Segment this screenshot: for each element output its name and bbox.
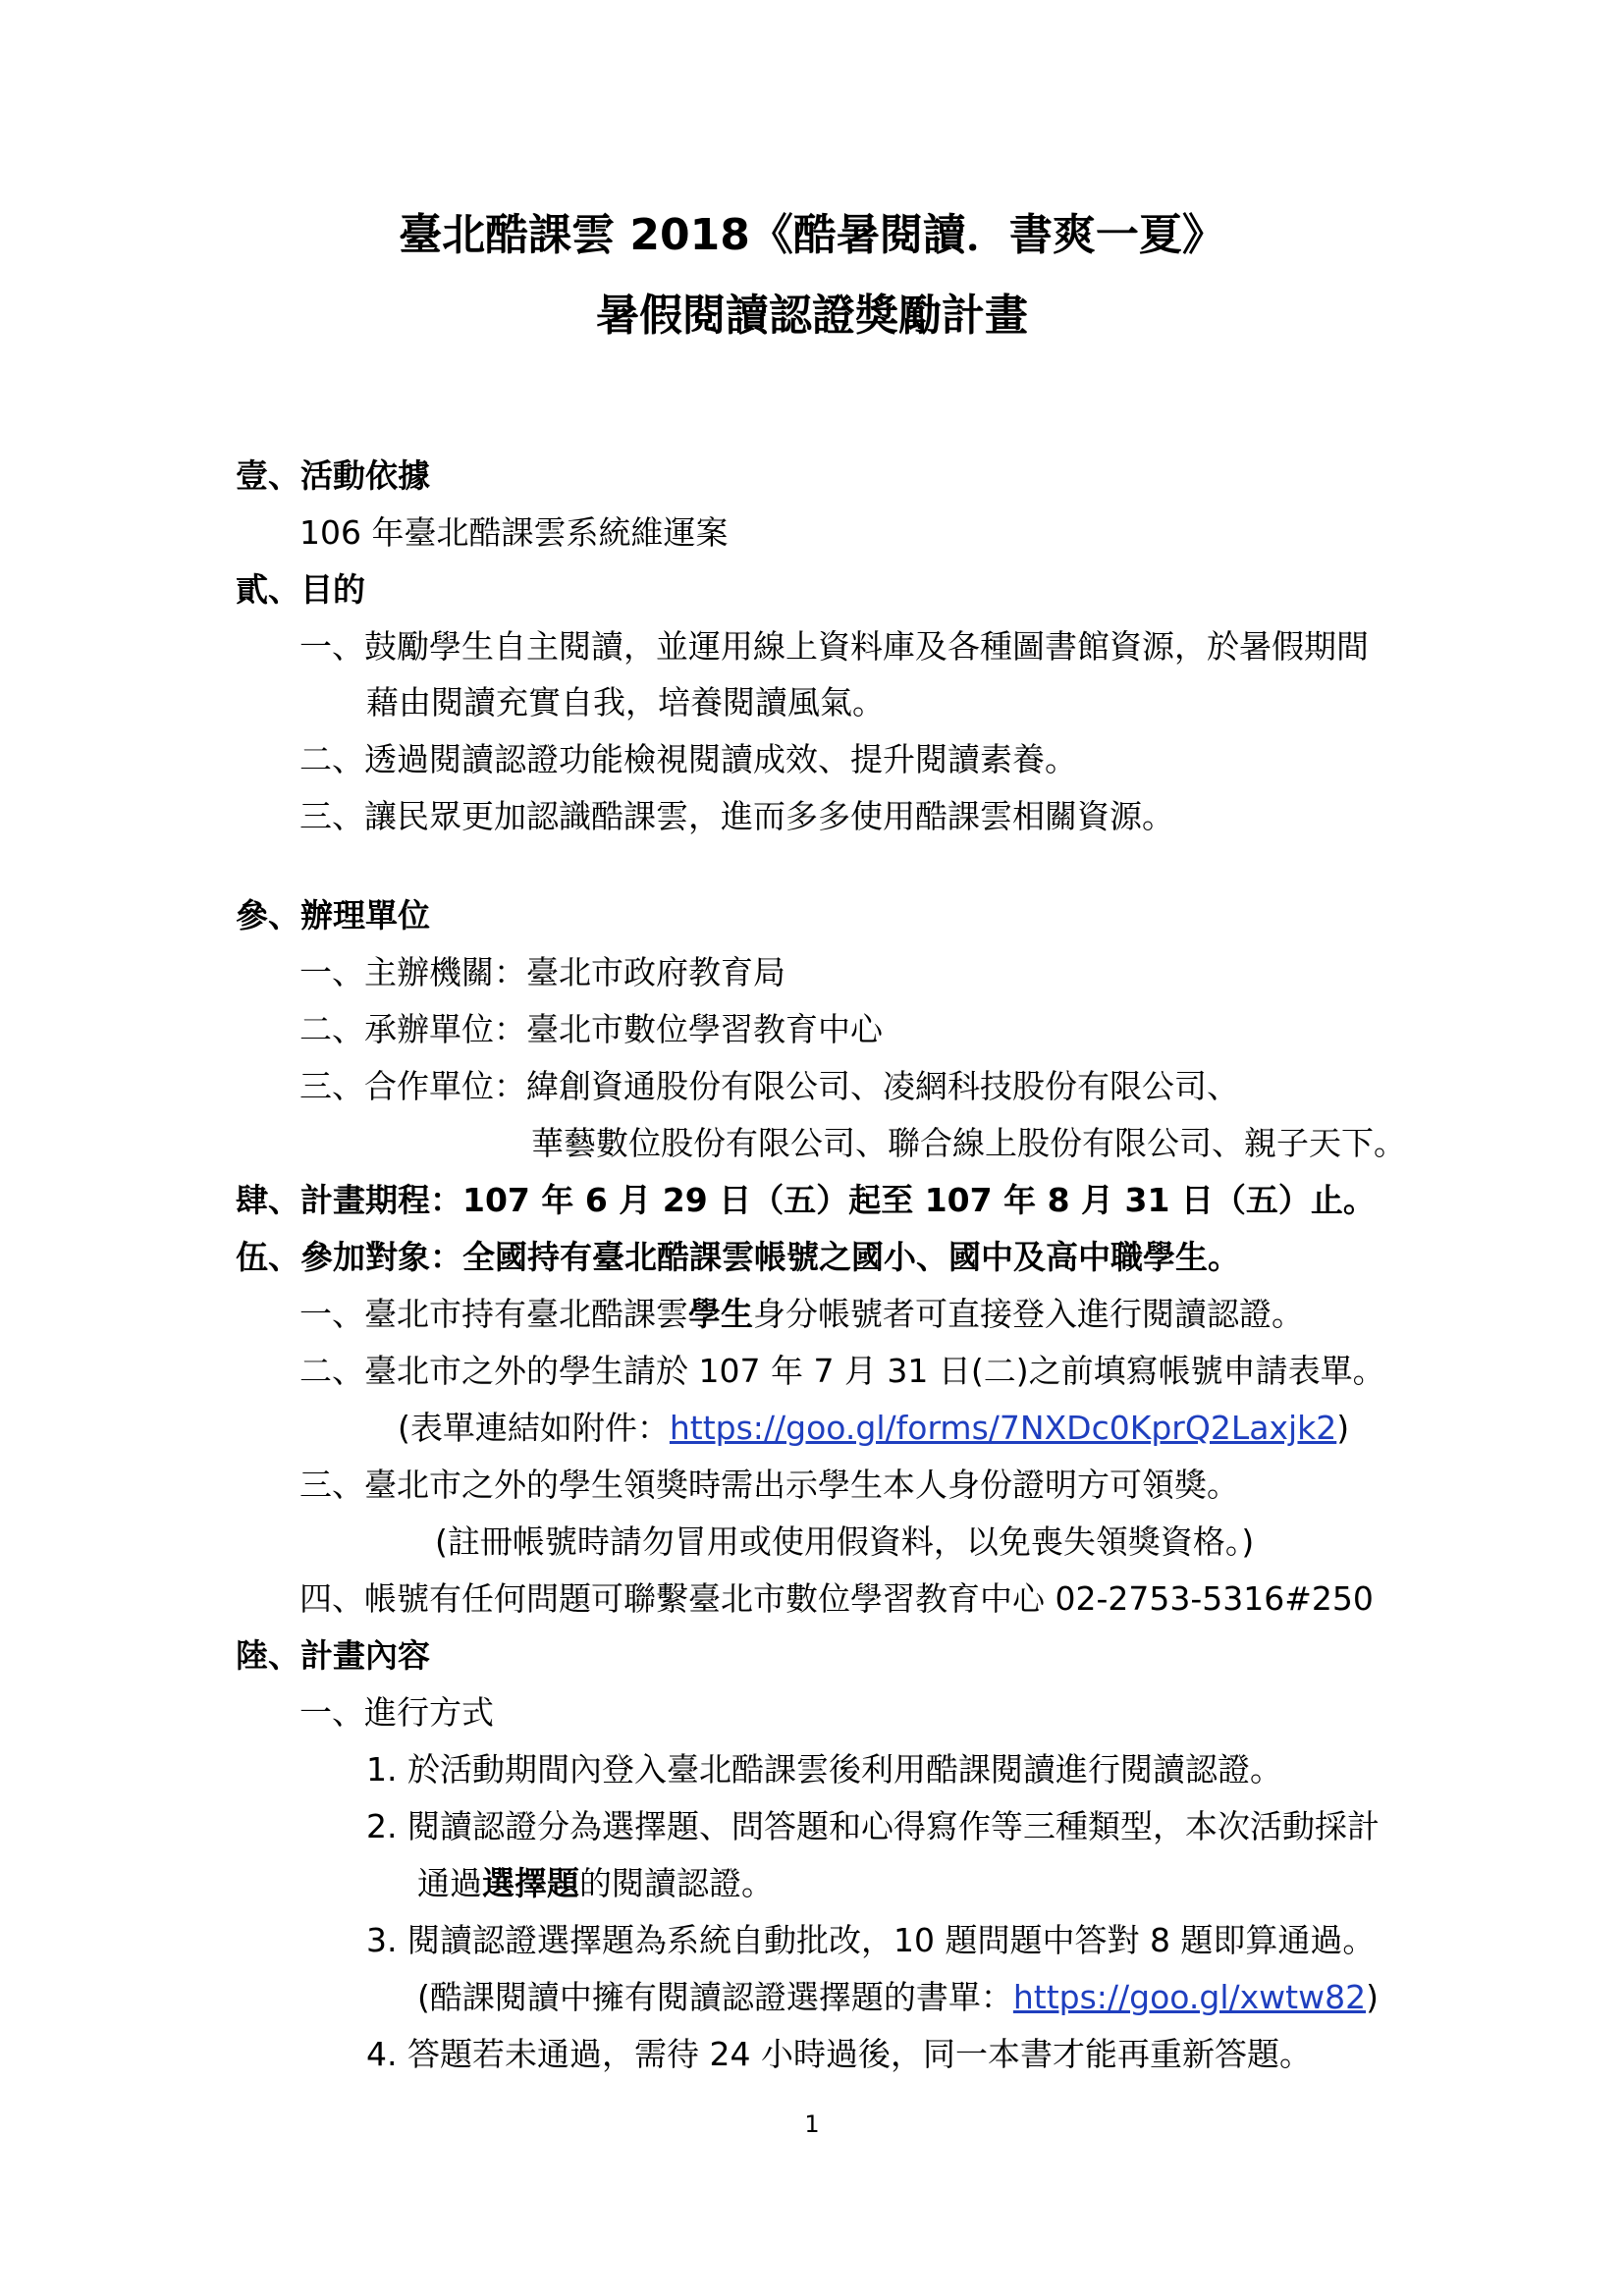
section-2-item-3: 三、讓民眾更加認識酷課雲，進而多多使用酷課雲相關資源。 [299,797,1174,835]
section-2-heading: 貳、目的 [236,570,365,609]
section-3-heading: 參、辦理單位 [236,896,430,934]
section-6-point-3b [417,1975,1379,2020]
section-4-text: 肆、計畫期程：107 年 6 月 29 日（五）起至 107 年 8 月 31 日（五）止。 [236,1181,1376,1219]
section-5-item-1-post: 身分帳號者可直接登入進行閱讀認證。 [753,1295,1304,1333]
section-1-heading: 壹、活動依據 [236,456,430,495]
section-6-point-2b-bold: 選擇題 [482,1864,579,1902]
title-line-2: 暑假閱讀認證獎勵計畫 [596,291,1028,341]
section-5-item-2-link-pre: (表單連結如附件： [398,1409,670,1447]
section-6-point-4: 4. 答題若未通過，需待 24 小時過後，同一本書才能再重新答題。 [366,2035,1312,2073]
page-number: 1 [804,2110,820,2138]
section-3-item-3a: 三、合作單位：緯創資通股份有限公司、凌網科技股份有限公司、 [299,1067,1239,1105]
section-3-item-2: 二、承辦單位：臺北市數位學習教育中心 [299,1010,883,1048]
form-link[interactable]: https://goo.gl/forms/7NXDc0KprQ2Laxjk2 [669,1409,1337,1447]
section-5-item-3-note: (註冊帳號時請勿冒用或使用假資料，以免喪失領獎資格。) [435,1522,1255,1561]
section-5-item-3: 三、臺北市之外的學生領獎時需出示學生本人身份證明方可領獎。 [299,1466,1239,1504]
section-6-point-1: 1. 於活動期間內登入臺北酷課雲後利用酷課閱讀進行閱讀認證。 [366,1750,1282,1789]
section-3-item-3b: 華藝數位股份有限公司、聯合線上股份有限公司、親子天下。 [531,1124,1406,1162]
section-6-point-2b-post: 的閱讀認證。 [579,1864,774,1902]
section-6-point-3b-pre: (酷課閱讀中擁有閱讀認證選擇題的書單： [417,1978,1013,2016]
booklist-link[interactable]: https://goo.gl/xwtw82 [1012,1978,1367,2016]
section-2-item-1a: 一、鼓勵學生自主閱讀，並運用線上資料庫及各種圖書館資源，於暑假期間 [299,627,1369,666]
section-1-text: 106 年臺北酷課雲系統維運案 [299,513,729,552]
section-5-item-2: 二、臺北市之外的學生請於 107 年 7 月 31 日(二)之前填寫帳號申請表單。 [299,1352,1385,1390]
section-6-point-2b [417,1861,774,1906]
section-6-point-2b-pre: 通過 [417,1864,482,1902]
section-2-item-2: 二、透過閱讀認證功能檢視閱讀成效、提升閱讀素養。 [299,740,1077,778]
section-6-sub-1: 一、進行方式 [299,1693,494,1732]
section-3-item-1: 一、主辦機關：臺北市政府教育局 [299,953,785,991]
section-5-item-4: 四、帳號有任何問題可聯繫臺北市數位學習教育中心 02-2753-5316#250 [299,1579,1374,1618]
section-6-point-3b-post: ) [1366,1978,1379,2016]
section-5-item-1-bold: 學生 [688,1295,753,1333]
title-line-1: 臺北酷課雲 2018《酷暑閱讀．書爽一夏》 [399,210,1225,260]
section-6-heading: 陸、計畫內容 [236,1636,430,1675]
section-5-item-1 [299,1292,1304,1337]
section-2-item-1b: 藉由閱讀充實自我，培養閱讀風氣。 [366,683,885,721]
section-6-point-2a: 2. 閱讀認證分為選擇題、問答題和心得寫作等三種類型，本次活動採計 [366,1807,1380,1845]
section-5-item-1-pre: 一、臺北市持有臺北酷課雲 [299,1295,688,1333]
section-5-item-2-link-line [398,1406,1349,1451]
section-5-heading: 伍、參加對象：全國持有臺北酷課雲帳號之國小、國中及高中職學生。 [236,1238,1240,1276]
section-5-item-2-link-post: ) [1336,1409,1350,1447]
section-6-point-3a: 3. 閱讀認證選擇題為系統自動批改，10 題問題中答對 8 題即算通過。 [366,1921,1376,1959]
